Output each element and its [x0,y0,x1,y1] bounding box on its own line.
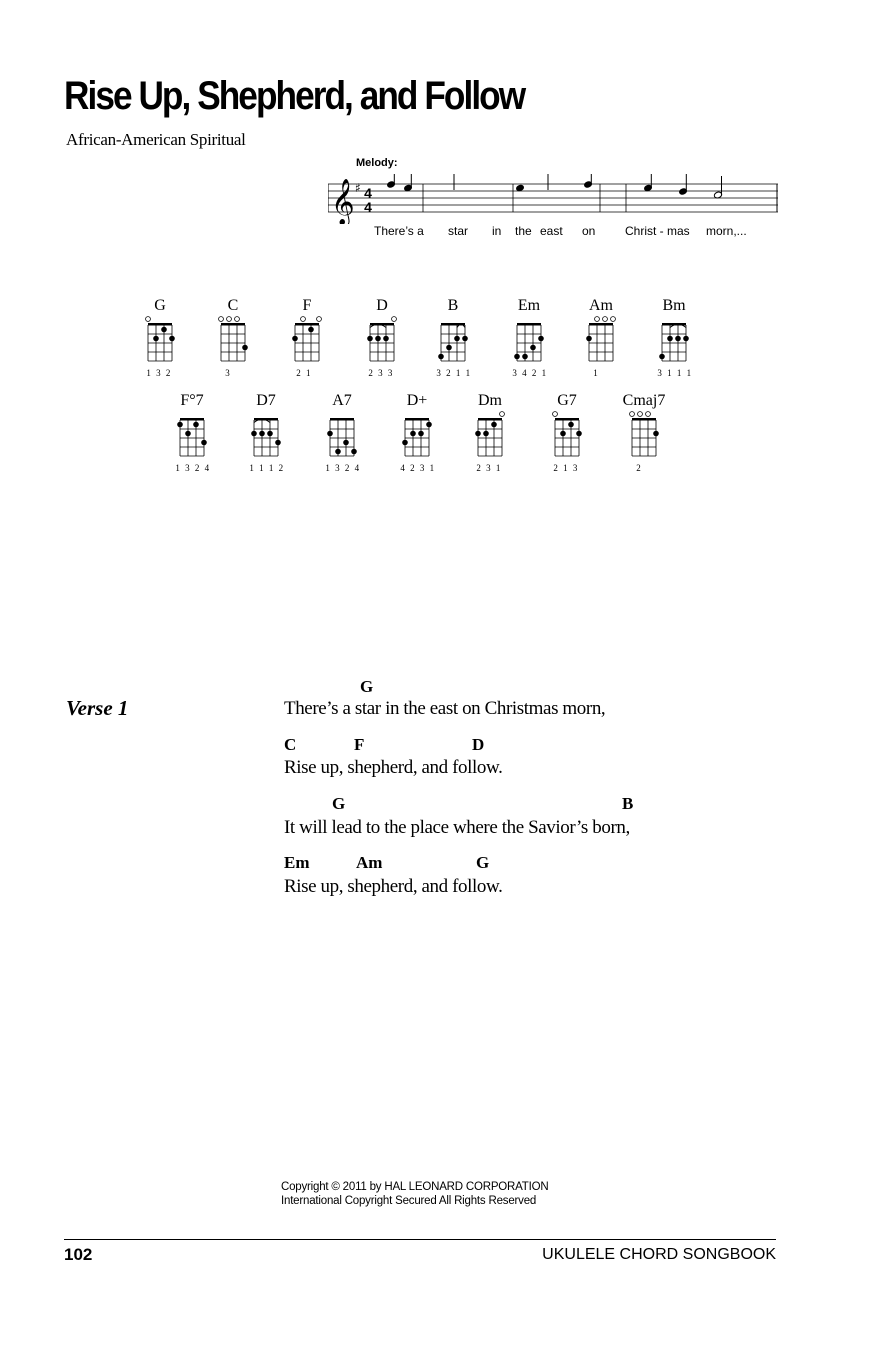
chord-fretboard [511,315,547,365]
lyric-line: Rise up, shepherd, and follow. [284,876,503,897]
chord-symbol: B [622,794,634,813]
chord-fingering: 1 3 2 4 [325,463,361,473]
time-sig-top: 4 [364,185,372,201]
melody-lyric: morn,... [706,224,747,238]
lyric-line: It will lead to the place where the Savior’s born, [284,817,630,838]
footer-rule [64,1239,776,1240]
chord-diagram-name: Em [517,297,541,314]
melody-lyric: on [582,224,596,238]
lyric-line: Rise up, shepherd, and follow. [284,757,503,778]
chord-symbol: Em [284,853,310,872]
chord-diagram-name: F [302,297,312,314]
chord-fingering: 3 2 1 1 [436,368,472,378]
song-composer: African-American Spiritual [66,130,246,149]
melody-lyric: east [540,224,563,238]
chord-symbol: G [332,794,346,813]
chord-symbol: G [360,677,374,696]
chord-fretboard [215,315,251,365]
chord-diagram-name: G [154,297,166,314]
chord-fingering: 2 [636,463,643,473]
chord-symbol: Am [356,853,383,872]
melody-lyric: Christ - mas [625,224,690,238]
chord-fingering: 1 [593,368,600,378]
copyright-line: Copyright © 2011 by HAL LEONARD CORPORATION [281,1181,549,1193]
chord-symbol: C [284,735,297,754]
melody-lyric: in [492,224,502,238]
chord-fingering: 4 2 3 1 [400,463,436,473]
melody-lyric: the [515,224,532,238]
melody-staff [328,174,780,224]
chord-diagram-name: D+ [406,392,428,409]
chord-fingering: 3 1 1 1 [657,368,693,378]
chord-diagram-name: D7 [256,392,276,409]
chord-diagram-name: D [376,297,388,314]
chord-fretboard [472,410,508,460]
chord-fingering: 2 1 [296,368,313,378]
chord-diagram-name: C [227,297,239,314]
section-label: Verse 1 [66,696,129,720]
chord-fingering: 3 4 2 1 [512,368,548,378]
treble-clef-icon: 𝄞 [331,179,355,224]
chord-fretboard [626,410,662,460]
chord-fretboard [364,315,400,365]
chord-diagram-name: Am [589,297,613,314]
chord-fretboard [248,410,284,460]
chord-symbol: G [476,853,490,872]
chord-fretboard [324,410,360,460]
chord-fretboard [435,315,471,365]
melody-notes [387,174,723,199]
melody-lyric: There’s a [374,224,424,238]
chord-fingering: 2 3 1 [476,463,502,473]
sharp-icon: ♯ [355,181,361,195]
chord-fingering: 2 3 3 [368,368,394,378]
chord-diagram-name: F°7 [180,392,204,409]
melody-lyric: star [448,224,469,238]
chord-fretboard [174,410,210,460]
lyric-line: There’s a star in the east on Christmas morn, [284,698,606,719]
chord-symbol: F [354,735,365,754]
chord-symbol: D [472,735,485,754]
melody-label: Melody: [356,157,398,169]
chord-diagram-name: Cmaj7 [622,392,666,409]
chord-fingering: 2 1 3 [553,463,579,473]
time-sig-bottom: 4 [364,199,372,215]
chord-fretboard [142,315,178,365]
song-title: Rise Up, Shepherd, and Follow [64,74,525,118]
chord-fretboard [656,315,692,365]
chord-diagram-name: G7 [557,392,577,409]
chord-fingering: 3 [225,368,232,378]
chord-fretboard [583,315,619,365]
chord-diagram-name: B [447,297,459,314]
book-title: UKULELE CHORD SONGBOOK [542,1246,776,1263]
chord-diagram-name: Dm [478,392,502,409]
chord-fretboard [549,410,585,460]
copyright-line: International Copyright Secured All Rights Reserved [281,1195,537,1207]
chord-fingering: 1 3 2 4 [175,463,211,473]
chord-diagram-name: A7 [332,392,352,409]
chord-diagram-name: Bm [662,297,686,314]
chord-fretboard [289,315,325,365]
page-number: 102 [64,1245,93,1264]
chord-fingering: 1 3 2 [146,368,172,378]
chord-fretboard [399,410,435,460]
chord-fingering: 1 1 1 2 [249,463,285,473]
